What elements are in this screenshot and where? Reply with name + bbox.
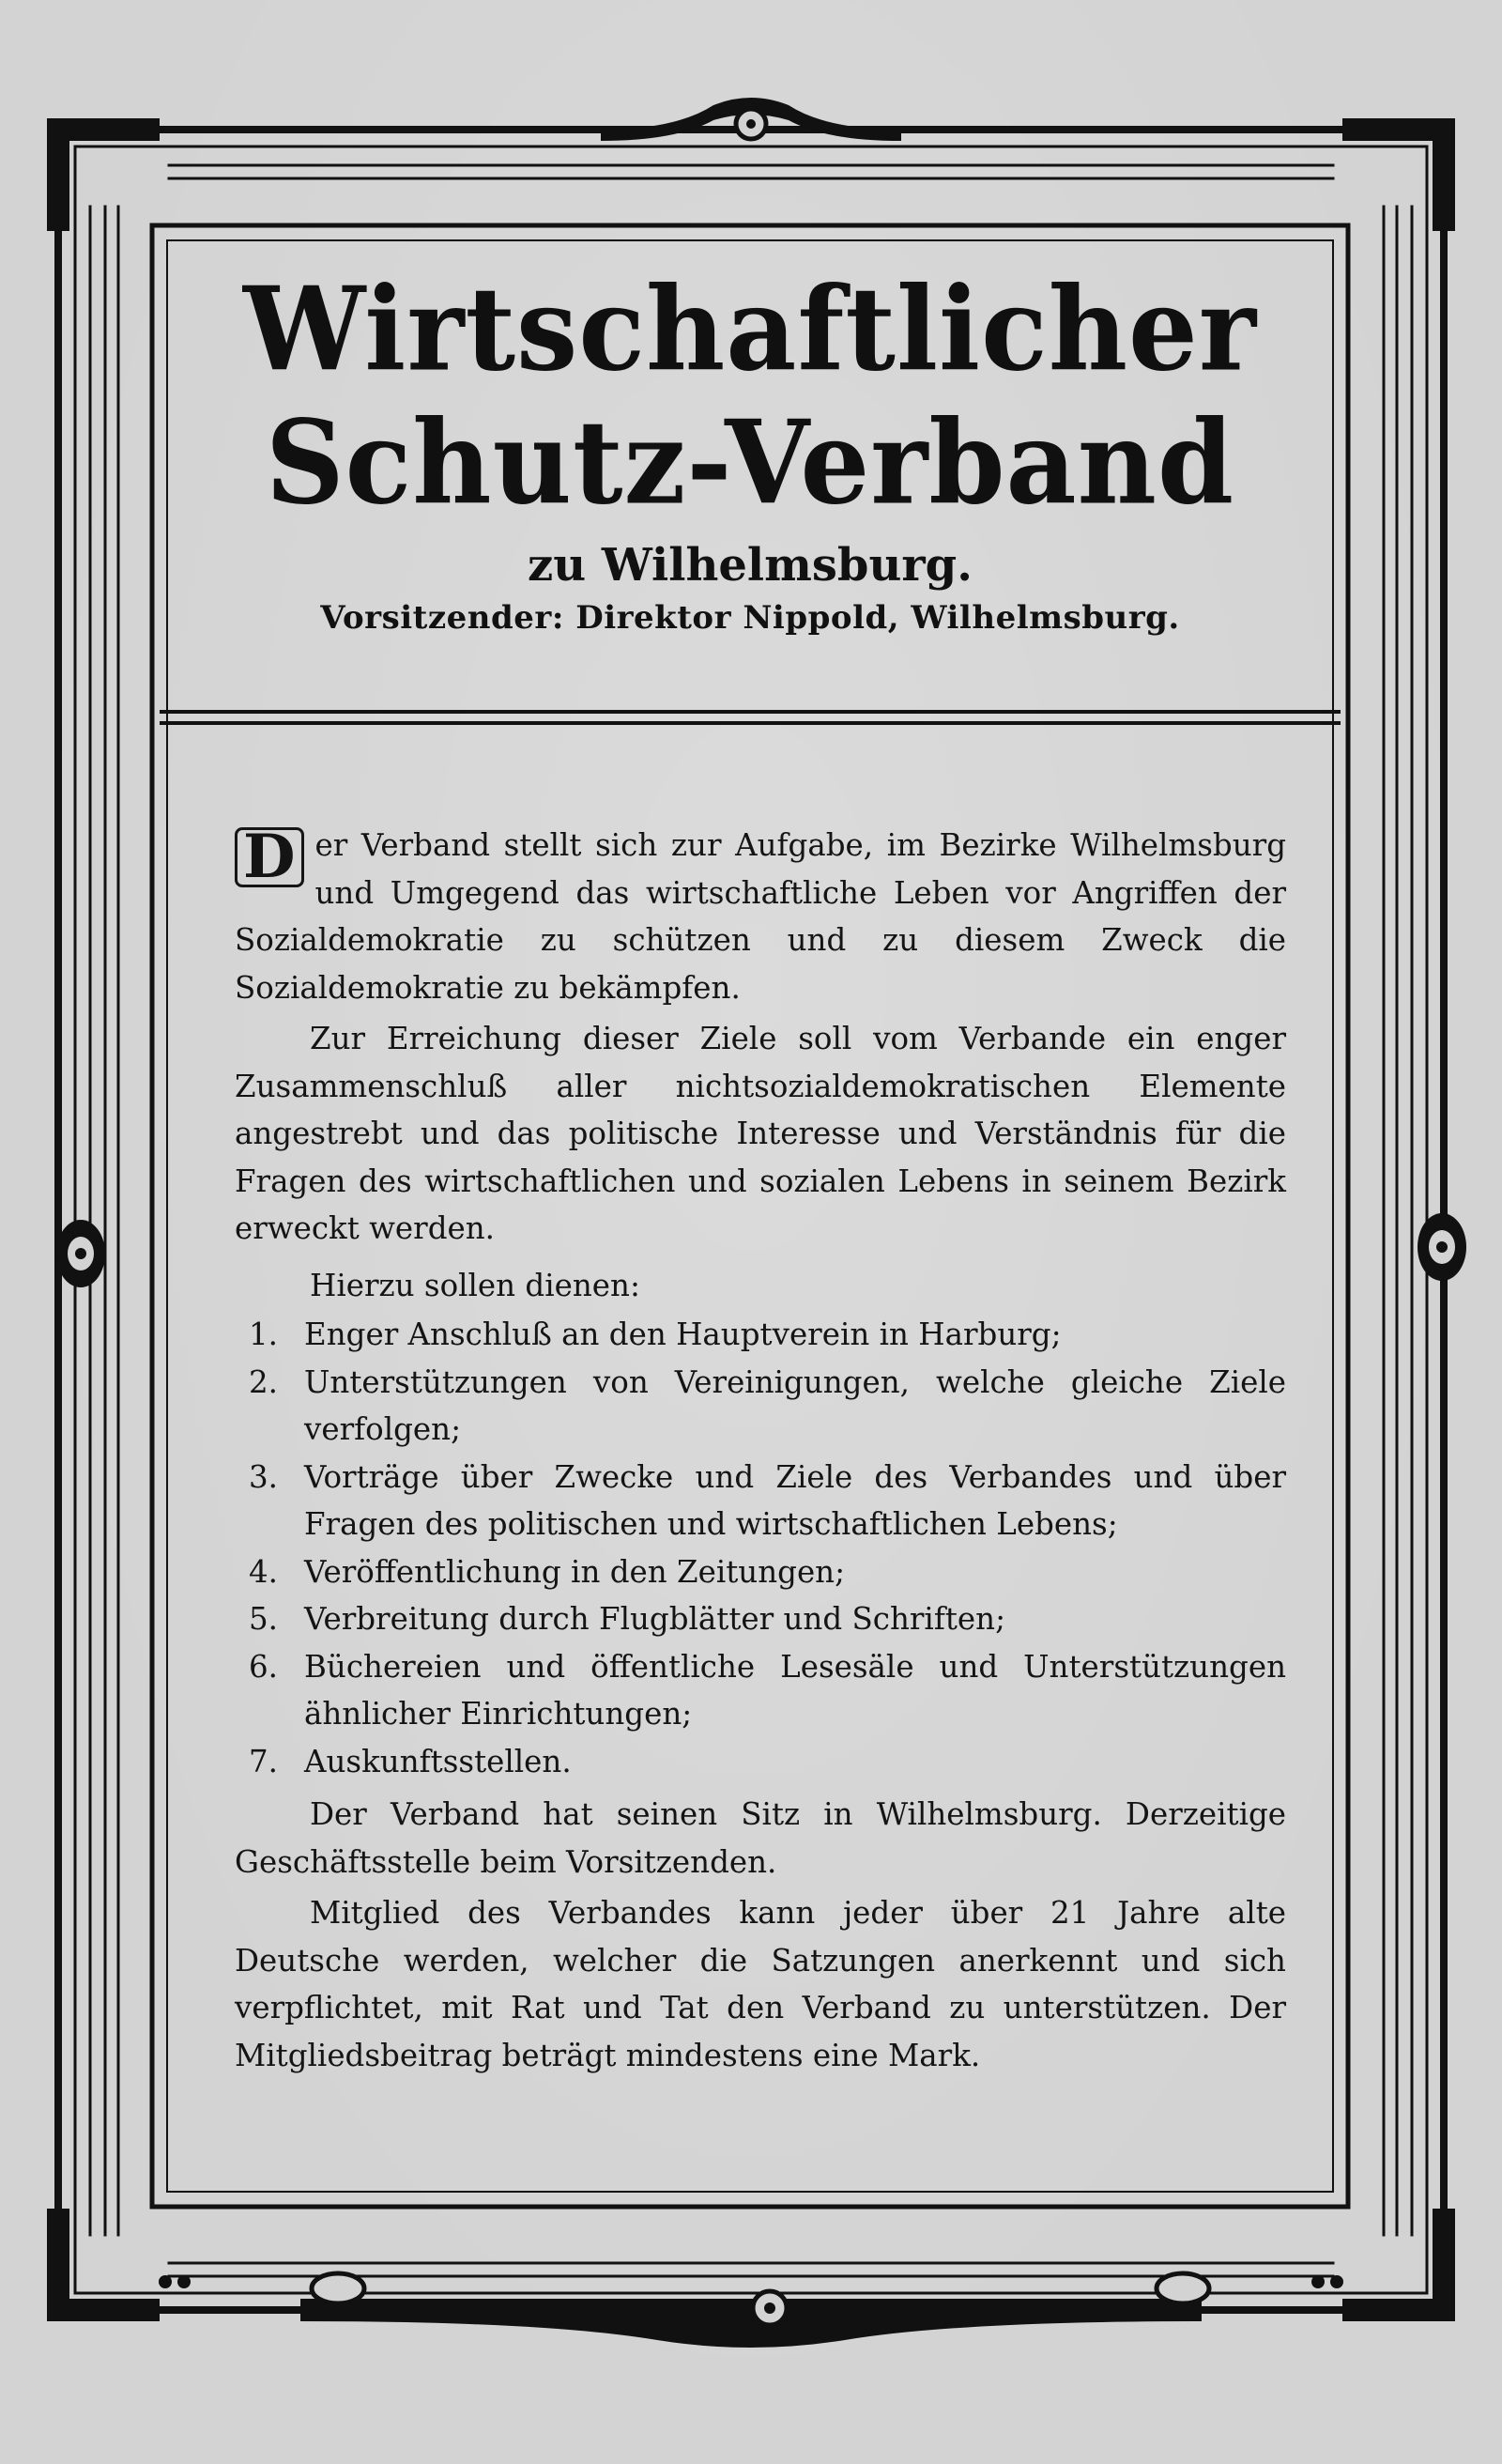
- paragraph-4: Mitglied des Verbandes kann jeder über 21 Jahre alte Deutsche werden, welcher die Satzungen anerkennt und sich verpflichtet, mit Rat und Tat den Verband zu unterstützen. Der Mitgliedsbeitrag beträgt mindestens eine Mark.: [235, 1895, 1286, 2073]
- right-side-medallion-dot: [1436, 1241, 1448, 1253]
- bottom-left-ornament-dot-2: [177, 2275, 191, 2288]
- subtitle: zu Wilhelmsburg.: [528, 539, 973, 592]
- paragraph-3: Der Verband hat seinen Sitz in Wilhelmsburg. Derzeitige Geschäftsstelle beim Vorsitzenden.: [235, 1796, 1286, 1880]
- list-item-text: Büchereien und öffentliche Lesesäle und Unterstützungen ähnlicher Einrichtungen;: [304, 1648, 1286, 1732]
- corner-ornament-top-left-vertical: [47, 118, 69, 231]
- paragraph-1: [235, 822, 1286, 1011]
- list-item: [235, 1454, 1286, 1548]
- list-item: [235, 1359, 1286, 1454]
- notice-panel: [152, 225, 1348, 2207]
- header-block: [152, 263, 1348, 639]
- list-intro: Hierzu sollen dienen:: [310, 1267, 640, 1303]
- list-item: [235, 1738, 1286, 1786]
- list-item-text: Veröffentlichung in den Zeitungen;: [304, 1553, 846, 1590]
- corner-ornament-bottom-right-vertical: [1433, 2209, 1455, 2321]
- list-item-text: Enger Anschluß an den Hauptverein in Harburg;: [304, 1317, 1062, 1352]
- paragraph-1-text: er Verband stellt sich zur Aufgabe, im Bezirke Wilhelmsburg und Umgegend das wirtschaftliche Leben vor Angriffen der Sozialdemokratie zu schützen und zu diesem Zweck die Sozialdemokratie zu bekämpfen.: [235, 827, 1286, 1006]
- title-line-1: Wirtschaftlicher: [243, 261, 1257, 398]
- list-item-number: 6.: [248, 1648, 278, 1685]
- list-item-number: 7.: [248, 1743, 278, 1779]
- left-side-medallion-dot: [75, 1248, 86, 1259]
- list-item: [235, 1548, 1286, 1596]
- bottom-medallion-dot: [764, 2302, 775, 2314]
- corner-ornament-top-right-vertical: [1433, 118, 1455, 231]
- bottom-right-ornament-dot-1: [1311, 2275, 1325, 2288]
- list-item-text: Unterstützungen von Vereinigungen, welche gleiche Ziele verfolgen;: [304, 1363, 1286, 1447]
- list-item-number: 5.: [248, 1601, 278, 1637]
- drop-cap: D: [235, 827, 304, 887]
- list-item-text: Auskunftsstellen.: [304, 1743, 572, 1779]
- chairman-line: Vorsitzender: Direktor Nippold, Wilhelmsburg.: [320, 599, 1180, 637]
- list-item-number: 1.: [248, 1317, 278, 1352]
- bottom-left-ornament-dot-1: [159, 2275, 172, 2288]
- bottom-right-ornament-dot-2: [1330, 2275, 1343, 2288]
- list-item-number: 4.: [248, 1553, 278, 1590]
- paragraph-2: Zur Erreichung dieser Ziele soll vom Verbande ein enger Zusammenschluß aller nichtsozialdemokratischen Elemente angestrebt und das politische Interesse und Verständnis für die Fragen des wirtschaftlichen und sozialen Lebens in seinem Bezirk erweckt werden.: [235, 1021, 1286, 1246]
- list-item: [235, 1311, 1286, 1359]
- list-item-text: Vorträge über Zwecke und Ziele des Verbandes und über Fragen des politischen und wirtschaftlichen Lebens;: [304, 1458, 1286, 1542]
- purpose-list: [235, 1311, 1286, 1785]
- title-line-2: Schutz-Verband: [265, 394, 1235, 531]
- list-item-number: 3.: [248, 1458, 278, 1495]
- list-item-number: 2.: [248, 1363, 278, 1400]
- top-medallion-dot: [746, 119, 756, 129]
- list-item: [235, 1643, 1286, 1738]
- list-item-text: Verbreitung durch Flugblätter und Schriften;: [304, 1601, 1006, 1637]
- body-text: [235, 822, 1286, 2083]
- bottom-right-oval-ornament: [1157, 2273, 1209, 2303]
- corner-ornament-bottom-left-vertical: [47, 2209, 69, 2321]
- bottom-left-oval-ornament: [312, 2273, 364, 2303]
- list-item: [235, 1595, 1286, 1643]
